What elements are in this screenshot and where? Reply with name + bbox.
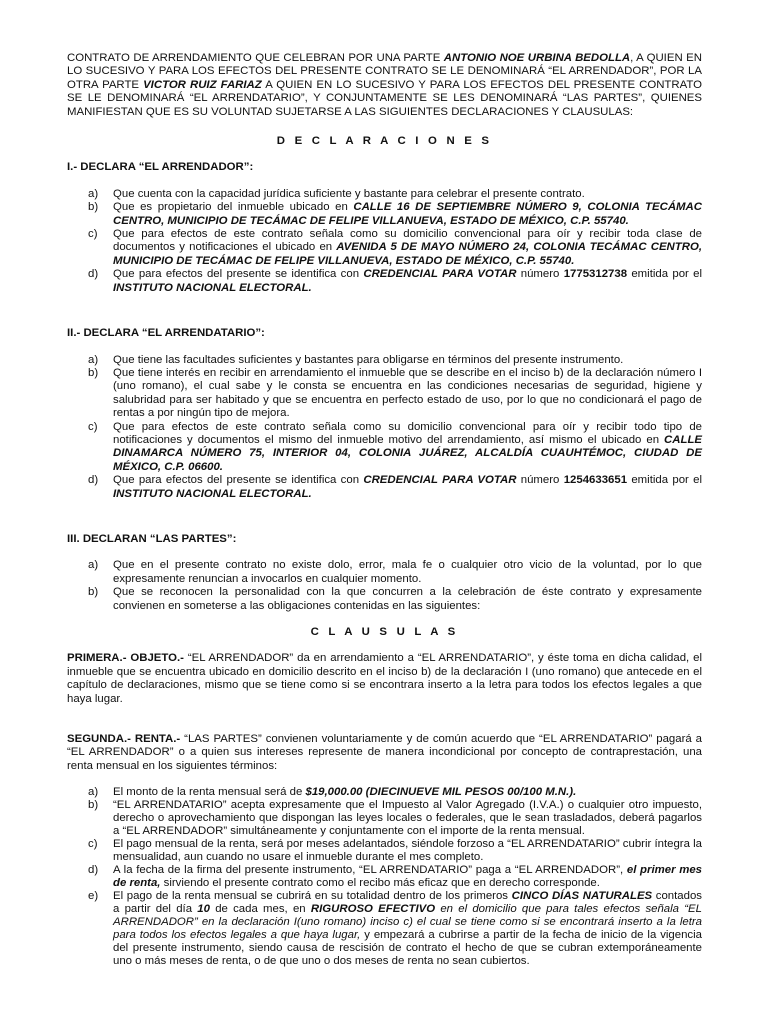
item-marker: b) bbox=[88, 586, 99, 599]
item-marker: b) bbox=[88, 799, 99, 812]
arrendatario-address: CALLE DINAMARCA NÚMERO 75, INTERIOR 04, COLONIA JUÁREZ, ALCALDÍA CUAUHTÉMOC, CIUDAD DE MÉXICO, C.P. 06600. bbox=[113, 433, 702, 473]
item-text: emitida por el bbox=[627, 268, 702, 281]
item-text: El pago mensual de la renta, será por meses adelantados, siéndole forzoso a “EL ARRENDATARIO” cubrir íntegra la mensualidad, aun cuando no usare el inmueble durante el mes completo. bbox=[113, 838, 702, 864]
item-text: Que se reconocen la personalidad con la que concurren a la celebración de éste contrato y expresamente convienen en someterse a las obligaciones contenidas en las siguientes: bbox=[113, 586, 702, 612]
item-marker: a) bbox=[88, 187, 99, 200]
item-marker: a) bbox=[88, 559, 99, 572]
arrendador-address: AVENIDA 5 DE MAYO NÚMERO 24, COLONIA TECÁMAC CENTRO, MUNICIPIO DE TECÁMAC DE FELIPE VILLANUEVA, ESTADO DE MÉXICO, C.P. 55740. bbox=[113, 241, 702, 267]
list-item bbox=[88, 799, 702, 838]
item-text: emitida por el bbox=[627, 474, 702, 487]
item-text: Que cuenta con la capacidad jurídica suficiente y bastante para celebrar el presente contrato. bbox=[113, 187, 585, 200]
item-text: Que tiene las facultades suficientes y bastantes para obligarse en términos del presente instrumento. bbox=[113, 353, 624, 366]
item-text: contados a partir del día bbox=[113, 890, 702, 916]
id-number: 1254633651 bbox=[563, 474, 628, 487]
section-3-list bbox=[67, 559, 702, 613]
section-3-heading: III. DECLARAN “LAS PARTES”: bbox=[67, 532, 237, 545]
item-text: de cada mes, en bbox=[209, 903, 311, 916]
payment-place-text: en el domicilio que para tales efectos señala “EL ARRENDADOR” en la declaración I(uno romano) inciso c) el cual se tiene como si se encontrará inserto a la letra para todos los efectos legales a que haya lugar, bbox=[113, 903, 702, 942]
item-marker: b) bbox=[88, 366, 99, 379]
item-text: Que para efectos de este contrato señala como su domicilio convencional para oír y recibir toda clase de documentos y notificaciones el ubicado en bbox=[113, 228, 702, 254]
item-marker: d) bbox=[88, 474, 99, 487]
list-item bbox=[88, 864, 702, 890]
rent-amount: $19,000.00 (DIECINUEVE MIL PESOS 00/100 M.N.). bbox=[305, 786, 577, 799]
item-text: Que tiene interés en recibir en arrendamiento el inmueble que se describe en el inciso b) de la declaración número I (uno romano), el cual sabe y le consta se encuentra en las condiciones necesarias de seguridad, higiene y salubridad para ser habitado y que se encuentra en perfecto estado de uso, por lo que no condicionará el pago de rentas a por ningún tipo de mejora. bbox=[113, 366, 702, 420]
clausula-segunda-label: SEGUNDA.- RENTA.- bbox=[67, 733, 181, 746]
item-text: Que para efectos del presente se identifica con bbox=[113, 474, 364, 487]
list-item bbox=[88, 890, 702, 968]
intro-text-2: , A QUIEN EN LO SUCESIVO Y PARA LOS EFECTOS DEL PRESENTE CONTRATO SE LE DENOMINARÁ “EL ARRENDADOR”, POR LA OTRA PARTE bbox=[67, 52, 702, 91]
section-1-heading: I.- DECLARA “EL ARRENDADOR”: bbox=[67, 161, 254, 174]
item-marker: c) bbox=[88, 420, 98, 433]
item-text: y empezará a cubrirse a partir de la fecha de inicio de la vigencia del presente instrumento, siendo causa de rescisión de contrato el hecho de que se cubran extemporáneamente uno o más meses de renta, o de que uno o dos meses de renta no sean cubiertos. bbox=[113, 929, 702, 968]
section-2-heading: II.- DECLARA “EL ARRENDATARIO”: bbox=[67, 327, 265, 340]
item-marker: a) bbox=[88, 353, 99, 366]
id-document: CREDENCIAL PARA VOTAR bbox=[363, 268, 517, 281]
list-item bbox=[88, 838, 702, 864]
payment-method: RIGUROSO EFECTIVO bbox=[310, 903, 436, 916]
list-item bbox=[88, 188, 702, 201]
clausula-primera-text: “EL ARRENDADOR” da en arrendamiento a “EL ARRENDATARIO”, y éste toma en dicha calidad, el inmueble que se encuentra ubicado en domicilio descrito en el inciso b) de la declaración I (uno romano) que antecede en el capítulo de declaraciones, mismo que se tiene como si se encontrara inserto a la letra para todos los efectos legales a que haya lugar. bbox=[67, 652, 702, 705]
item-marker: b) bbox=[88, 201, 99, 214]
clausula-segunda-list bbox=[67, 786, 702, 968]
intro-paragraph bbox=[67, 52, 702, 119]
first-month-note: el primer mes de renta, bbox=[113, 864, 703, 890]
clausula-primera-label: PRIMERA.- OBJETO.- bbox=[67, 652, 184, 665]
list-item bbox=[88, 786, 702, 799]
item-text: número bbox=[516, 268, 564, 281]
id-institution: INSTITUTO NACIONAL ELECTORAL. bbox=[113, 487, 312, 500]
item-text: Que es propietario del inmueble ubicado en bbox=[113, 201, 354, 214]
section-1-list bbox=[67, 188, 702, 295]
item-text: número bbox=[516, 474, 564, 487]
list-item bbox=[88, 201, 702, 228]
id-number: 1775312738 bbox=[563, 268, 628, 281]
item-text: Que para efectos del presente se identifica con bbox=[113, 268, 364, 281]
item-text: sirviendo el presente contrato como el recibo más eficaz que en derecho corresponde. bbox=[160, 877, 600, 890]
item-marker: d) bbox=[88, 268, 99, 281]
list-item bbox=[88, 421, 702, 475]
item-marker: c) bbox=[88, 228, 98, 241]
intro-text-3: A QUIEN EN LO SUCESIVO Y PARA LOS EFECTOS DEL PRESENTE CONTRATO SE LE DENOMINARÁ “EL ARRENDATARIO”, Y CONJUNTAMENTE SE LES DENOMINARÁ “LAS PARTES”, QUIENES MANIFIESTAN QUE ES SU VOLUNTAD SUJETARSE A LAS SIGUIENTES DECLARACIONES Y CLAUSULAS: bbox=[67, 78, 702, 118]
clausula-segunda bbox=[67, 733, 702, 773]
property-address: CALLE 16 DE SEPTIEMBRE NÚMERO 9, COLONIA TECÁMAC CENTRO, MUNICIPIO DE TECÁMAC DE FELIPE VILLANUEVA, ESTADO DE MÉXICO, C.P. 55740. bbox=[113, 201, 702, 227]
item-marker: c) bbox=[88, 838, 98, 851]
id-document: CREDENCIAL PARA VOTAR bbox=[363, 474, 517, 487]
section-2-list bbox=[67, 354, 702, 501]
item-marker: d) bbox=[88, 864, 99, 877]
item-text: Que en el presente contrato no existe dolo, error, mala fe o cualquier otro vicio de la voluntad, por lo que expresamente renuncian a invocarlos en cualquier momento. bbox=[113, 559, 702, 585]
item-text: El pago de la renta mensual se cubrirá en su totalidad dentro de los primeros bbox=[113, 890, 512, 903]
list-item bbox=[88, 367, 702, 421]
item-text: Que para efectos de este contrato señala como su domicilio convencional para oír y recibir todo tipo de notificaciones y documentos el mismo del inmueble motivo del arrendamiento, así mismo el ubicado en bbox=[113, 420, 702, 446]
list-item bbox=[88, 474, 702, 501]
id-institution: INSTITUTO NACIONAL ELECTORAL. bbox=[113, 281, 312, 294]
item-text: A la fecha de la firma del presente instrumento, “EL ARRENDATARIO” paga a “EL ARRENDADOR”, bbox=[113, 864, 627, 877]
item-marker: a) bbox=[88, 786, 99, 799]
intro-text-1: CONTRATO DE ARRENDAMIENTO QUE CELEBRAN POR UNA PARTE bbox=[67, 52, 444, 64]
arrendatario-name: VICTOR RUIZ FARIAZ bbox=[143, 78, 262, 91]
payment-days: CINCO DÍAS NATURALES bbox=[511, 890, 653, 903]
item-text: “EL ARRENDATARIO” acepta expresamente que el Impuesto al Valor Agregado (I.V.A.) o cualquier otro impuesto, derecho o aprovechamiento que dispongan las leyes locales o federales, que le sean trasladados, deberá pagarlos a “EL ARRENDADOR” simultáneamente y conjuntamente con el importe de la renta mensual. bbox=[113, 799, 702, 838]
arrendador-name: ANTONIO NOE URBINA BEDOLLA bbox=[443, 52, 631, 64]
item-marker: e) bbox=[88, 890, 99, 903]
list-item bbox=[88, 559, 702, 586]
declaraciones-title: D E C L A R A C I O N E S bbox=[276, 135, 493, 148]
clausula-segunda-text: “LAS PARTES” convienen voluntariamente y de común acuerdo que “EL ARRENDATARIO” pagará a “EL ARRENDADOR” o a quien sus intereses represente de manera incondicional por concepto de contraprestación, una renta mensual en los siguientes términos: bbox=[67, 733, 702, 772]
clausulas-title: C L A U S U L A S bbox=[310, 626, 459, 638]
item-text: El monto de la renta mensual será de bbox=[113, 786, 306, 799]
list-item bbox=[88, 228, 702, 268]
clausula-primera bbox=[67, 652, 702, 706]
list-item bbox=[88, 586, 702, 613]
list-item bbox=[88, 268, 702, 295]
payment-day: 10 bbox=[197, 903, 210, 916]
list-item bbox=[88, 354, 702, 367]
